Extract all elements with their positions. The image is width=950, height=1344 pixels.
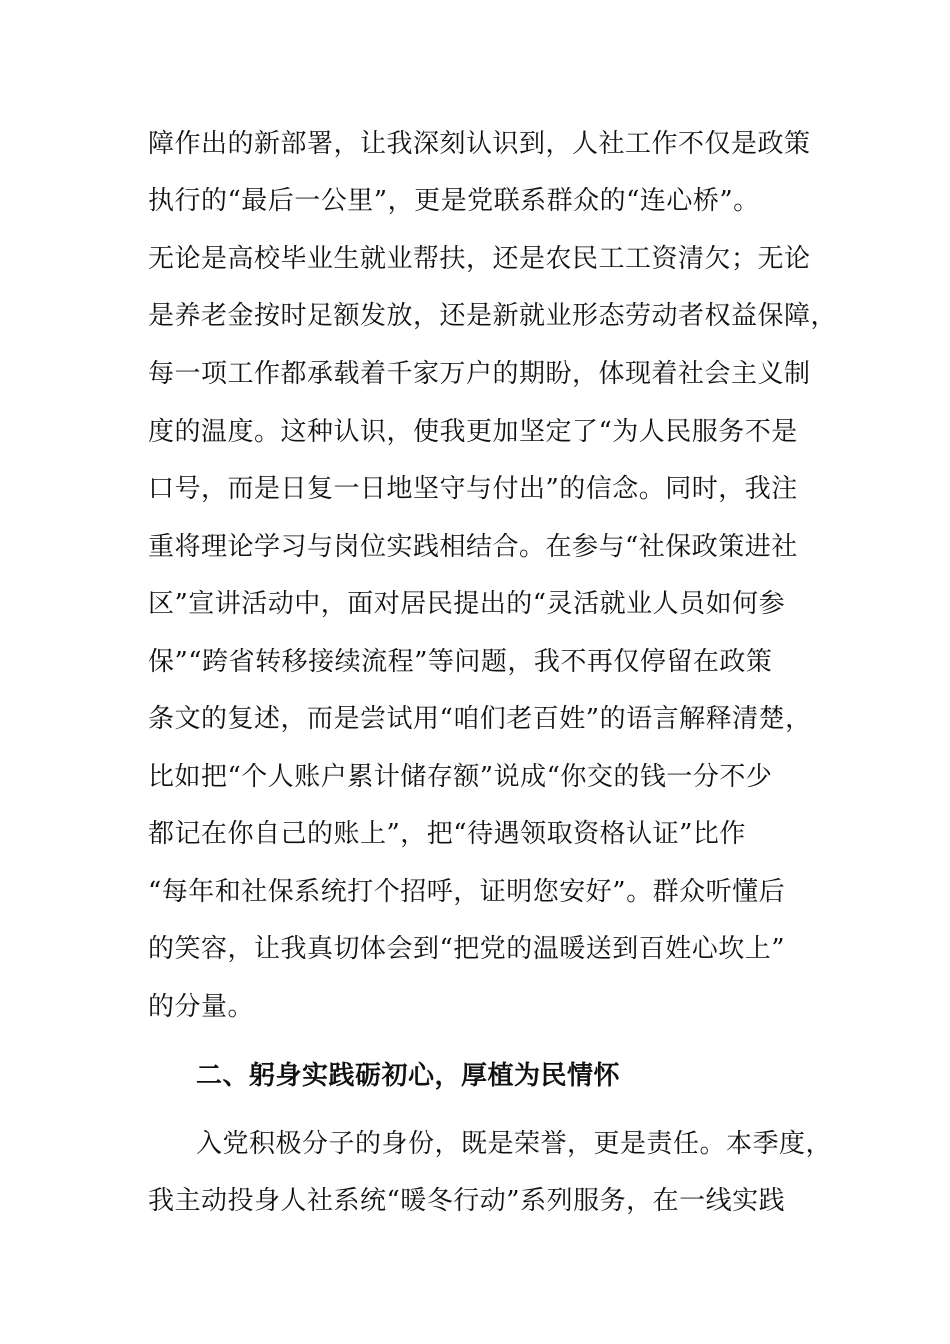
- paragraph-line: 区”宣讲活动中，面对居民提出的“灵活就业人员如何参: [148, 589, 786, 619]
- paragraph-line: 无论是高校毕业生就业帮扶，还是农民工工资清欠；无论: [148, 244, 811, 274]
- paragraph-line: “每年和社保系统打个招呼，证明您安好”。群众听懂后: [148, 877, 786, 907]
- paragraph-line: 是养老金按时足额发放，还是新就业形态劳动者权益保障，: [148, 301, 838, 331]
- paragraph-line: 障作出的新部署，让我深刻认识到，人社工作不仅是政策: [148, 129, 811, 159]
- paragraph-line: 的笑容，让我真切体会到“把党的温暖送到百姓心坎上”: [148, 934, 786, 964]
- paragraph-line: 执行的“最后一公里”，更是党联系群众的“连心桥”。: [148, 186, 760, 216]
- paragraph-line: 保”“跨省转移接续流程”等问题，我不再仅停留在政策: [148, 647, 773, 677]
- paragraph-line: 都记在你自己的账上”，把“待遇领取资格认证”比作: [148, 819, 746, 849]
- paragraph-line: 入党积极分子的身份，既是荣誉，更是责任。本季度，: [196, 1129, 833, 1159]
- section-heading: 二、躬身实践砺初心，厚植为民情怀: [196, 1061, 621, 1091]
- paragraph-line: 的分量。: [148, 992, 255, 1022]
- paragraph-line: 度的温度。这种认识，使我更加坚定了“为人民服务不是: [148, 417, 798, 447]
- paragraph-line: 每一项工作都承载着千家万户的期盼，体现着社会主义制: [148, 359, 811, 389]
- paragraph-line: 重将理论学习与岗位实践相结合。在参与“社保政策进社: [148, 532, 798, 562]
- paragraph-line: 口号，而是日复一日地坚守与付出”的信念。同时，我注: [148, 474, 798, 504]
- paragraph-line: 我主动投身人社系统“暖冬行动”系列服务，在一线实践: [148, 1186, 786, 1216]
- paragraph-line: 条文的复述，而是尝试用“咱们老百姓”的语言解释清楚，: [148, 704, 812, 734]
- paragraph-line: 比如把“个人账户累计储存额”说成“你交的钱一分不少: [148, 762, 773, 792]
